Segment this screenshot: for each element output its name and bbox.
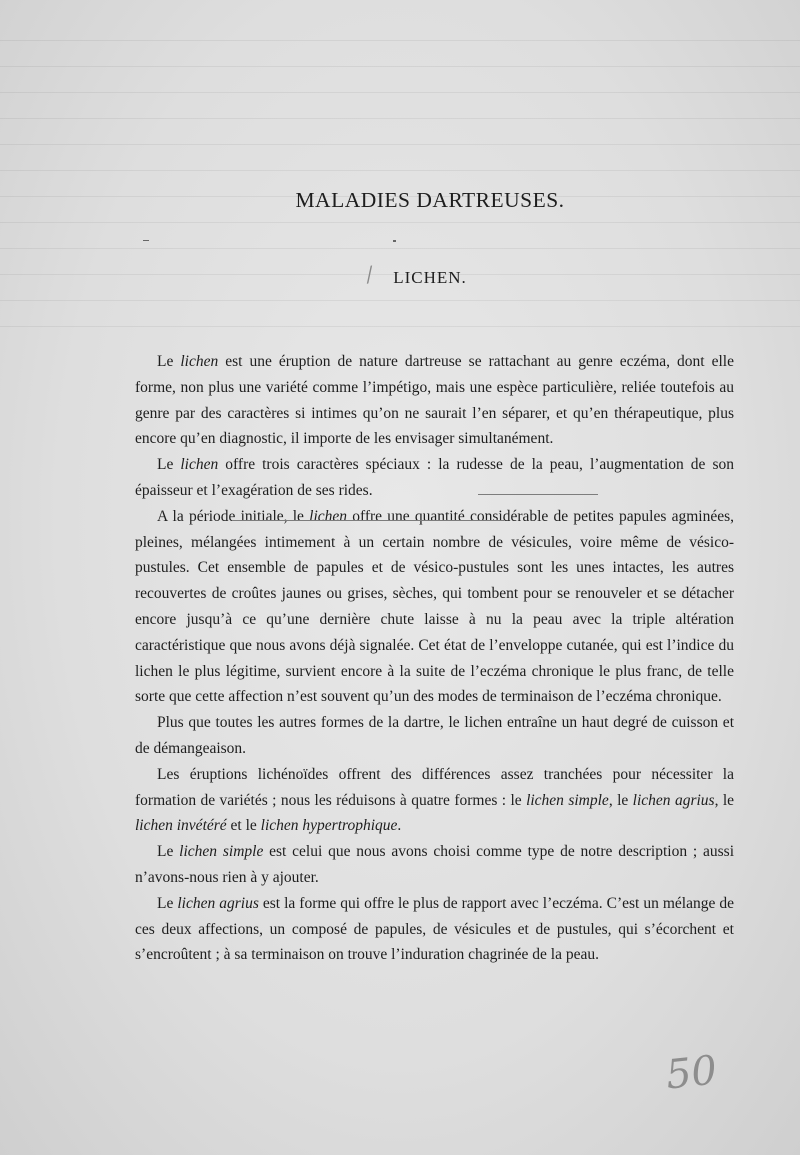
text-run: . bbox=[397, 817, 402, 835]
italic-term: lichen simple bbox=[179, 843, 264, 861]
italic-term: lichen simple bbox=[526, 791, 609, 809]
italic-term: lichen agrius bbox=[632, 791, 715, 809]
italic-term: lichen invétéré bbox=[135, 817, 227, 835]
text-run: est celui que nous avons choisi comme type de notre description ; aussi n’avons-nous rien à y ajouter. bbox=[135, 843, 735, 886]
paragraph bbox=[135, 762, 734, 839]
paragraph bbox=[135, 349, 734, 452]
text-run: , le bbox=[714, 791, 735, 809]
text-run: Le bbox=[157, 843, 180, 861]
pencil-underline bbox=[478, 494, 598, 495]
text-run: est la forme qui offre le plus de rapport avec l’eczéma. C’est un mélange de ces deux affections, un composé de papules, de vésicules et de pustules, qui s’écorchent et s’encroûtent ; à sa terminaison on trouve l’induration chagrinée de la peau. bbox=[135, 894, 734, 964]
text-run: offre trois caractères spéciaux : la rudesse de la peau, l’augmentation de son épaisseur et l’exagération de ses rides. bbox=[135, 456, 734, 499]
italic-term: lichen bbox=[309, 507, 348, 525]
italic-term: lichen agrius bbox=[177, 894, 259, 912]
text-run: Plus que toutes les autres formes de la dartre, le lichen entraîne un haut degré de cuisson et de démangeaison. bbox=[135, 714, 734, 757]
italic-term: lichen bbox=[180, 353, 219, 370]
text-run: offre une quantité considérable de petites papules agminées, pleines, mélangées intimement à un certain nombre de vésicules, voire même de vésico-pustules. Cet ensemble de papules et de vésico-pustules sont les unes intactes, les autres recouvertes de croûtes jaunes ou grises, sèches, qui tombent pour se renouveler et se détacher encore jusqu’à ce qu’une dernière chute laisse à nu la peau avec la triple altération caractéristique que nous avons déjà signalée. Cet état de l’enveloppe cutanée, qui est l’indice du lichen le plus légitime, survient encore à la suite de l’eczéma chronique le plus franc, de telle sorte que cette affection n’est souvent qu’un des modes de terminaison de l’eczéma chronique. bbox=[135, 507, 734, 706]
text-run: Le bbox=[157, 894, 178, 912]
ink-dot bbox=[393, 240, 396, 242]
italic-term: lichen hypertrophique bbox=[260, 817, 398, 835]
text-run: , le bbox=[608, 791, 633, 809]
italic-term: lichen bbox=[180, 456, 219, 474]
paragraph bbox=[135, 891, 734, 968]
ink-mark bbox=[143, 240, 149, 241]
text-run: Le bbox=[157, 456, 181, 474]
paragraph bbox=[135, 452, 734, 504]
pencil-mark: / bbox=[363, 261, 376, 287]
page-title: MALADIES DARTREUSES. bbox=[295, 188, 565, 212]
text-run: A la période initiale, le bbox=[157, 507, 310, 525]
paragraph bbox=[135, 710, 734, 762]
text-run: et le bbox=[226, 817, 261, 835]
text-run: Les éruptions lichénoïdes offrent des différences assez tranchées pour nécessiter la formation de variétés ; nous les réduisons à quatre formes : le bbox=[135, 765, 734, 809]
text-run: est une éruption de nature dartreuse se rattachant au genre eczéma, dont elle forme, non plus une variété comme l’impétigo, mais une espèce particulière, reliée toutefois au genre par des caractères si intimes qu’on ne saurait l’en séparer, et qu’en thérapeutique, plus encore qu’en diagnostic, il importe de les envisager simultanément. bbox=[135, 353, 734, 448]
section-title: LICHEN. bbox=[393, 268, 467, 287]
body-text bbox=[135, 349, 734, 968]
paragraph bbox=[135, 839, 734, 891]
folio-number: 50 bbox=[663, 1047, 720, 1099]
pencil-underline bbox=[232, 520, 504, 521]
text-run: Le bbox=[157, 353, 181, 370]
paragraph bbox=[135, 504, 734, 710]
